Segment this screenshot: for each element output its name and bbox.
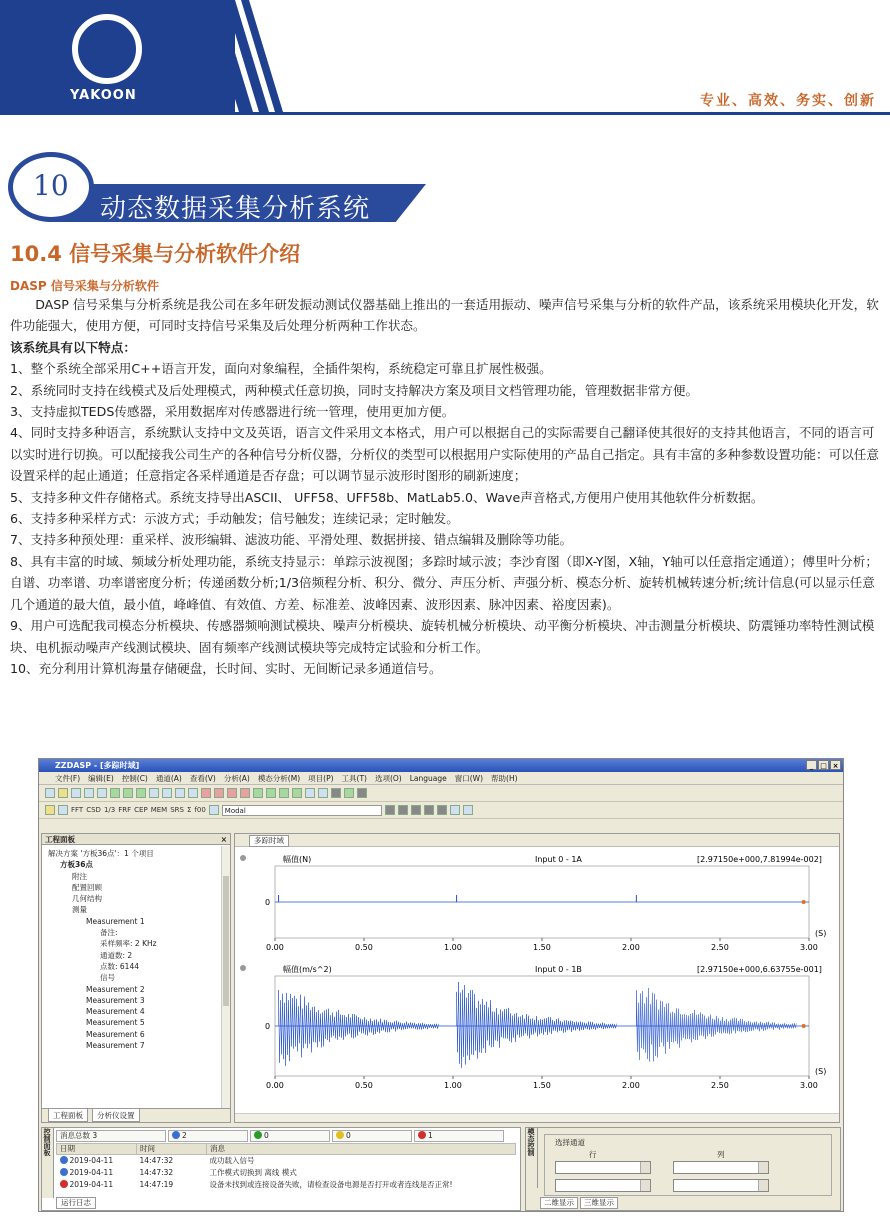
tree-node[interactable]: 附注 [72,871,87,881]
layout-icon[interactable] [110,788,120,798]
tool-label[interactable]: CSD [86,806,101,814]
msg-info-count: 2 [168,1130,248,1142]
chart-title: Input 0 - 1B [535,965,582,974]
logo-icon [72,14,142,84]
feature-item: 9、用户可选配我司模态分析模块、传感器频响测试模块、噪声分析模块、旋转机械分析模块、动平衡分析模块、冲击测量分析模块、防震锤功率特性测试模块、电机振动噪声产线测试模块、固有频率产线测试模块等完成特定试验和分析工作。 [10,618,875,655]
feature-item: 7、支持多种预处理：重采样、波形编辑、滤波功能、平滑处理、数据拼接、错点编辑及删除等功能。 [10,532,573,548]
feature-item: 6、支持多种采样方式：示波方式；手动触发；信号触发；连续记录；定时触发。 [10,511,459,527]
modal-icon[interactable] [209,805,219,815]
cursor-readout: [2.97150e+000,6.63755e-001] [697,965,822,974]
feature-item: 8、具有丰富的时域、频域分析处理功能，系统支持显示：单踪示波视图；多踪时域示波；李沙育图（即X-Y图，X轴，Y轴可以任意指定通道）；傅里叶分析；自谱、功率谱、功率谱密度分析；传递函数分析;1/3倍频程分析、积分、微分、声压分析、声强分析、模态分析、旋转机械转速分析;统计信息(可以显示任意几个通道的最大值，最小值，峰峰值、有效值、方差、标准差、波峰因素、波形因素、脉冲因素、裕度因素)。 [10,553,878,612]
tab-run-log[interactable]: 运行日志 [56,1197,96,1209]
log-panel [41,1127,521,1211]
tree-node[interactable]: Measurement 1 [86,916,145,926]
error-icon [60,1180,68,1188]
arrow-right-icon[interactable] [266,788,276,798]
app-titlebar [39,759,843,772]
menu-item[interactable]: 通道(A) [155,774,182,783]
group-label: 选择通道 [555,1138,585,1147]
menu-item[interactable]: 文件(F) [55,774,81,783]
maximize-button[interactable]: □ [818,760,829,770]
feature-item: 5、支持多种文件存储格式。系统支持导出ASCII、 UFF58、UFF58b、MatLab5.0、Wave声音格式,方便用户使用其他软件分析数据。 [10,489,764,505]
copy-icon[interactable] [97,788,107,798]
x-tick-label: 1.50 [533,943,551,952]
tool-label[interactable]: CEP [134,806,148,814]
chart-title: Input 0 - 1A [535,855,582,864]
delete-icon[interactable] [201,788,211,798]
wave-icon[interactable] [227,788,237,798]
tree-node[interactable]: 配置回顾 [72,882,102,892]
layout3-icon[interactable] [136,788,146,798]
cursor-icon[interactable] [149,788,159,798]
menu-item[interactable]: 选项(O) [374,774,402,783]
view5-icon[interactable] [437,805,447,815]
x-tick-label: 2.50 [711,943,729,952]
x-tick-label: 0.00 [266,1081,284,1090]
waveform-charts[interactable] [235,848,841,1114]
close-icon[interactable]: × [220,835,227,844]
tab-multitrace[interactable]: 多踪时域 [249,835,289,847]
tree-node[interactable]: Measurement 6 [86,1029,145,1039]
play-icon[interactable] [344,788,354,798]
y-axis-label: 幅值(N) [283,855,312,864]
tab-2d[interactable]: 二维显示 [540,1197,578,1209]
tree-node[interactable]: 方板36点 [60,860,93,870]
marker-icon[interactable] [162,788,172,798]
series-marker [240,855,246,861]
signal-burst [636,988,796,1062]
close-button[interactable]: × [830,760,841,770]
chapter-number: 10 [33,169,69,202]
chapter-badge [8,152,94,222]
table-icon[interactable] [58,805,68,815]
feature-item: 1、整个系统全部采用C++语言开发，面向对象编程，全插件架构，系统稳定可靠且扩展性极强。 [10,361,552,377]
settings-icon[interactable] [331,788,341,798]
tool-label[interactable]: FFT [71,806,84,814]
menu-item[interactable]: 窗口(W) [454,774,484,783]
tab-3d[interactable]: 三维显示 [580,1197,618,1209]
tool-label[interactable]: 1/3 [103,806,116,814]
subheading: DASP 信号采集与分析软件 [10,279,159,293]
row-stepper[interactable] [555,1161,651,1174]
tab-project[interactable]: 工程面板 [48,1109,88,1122]
tree-node[interactable]: 备注: [100,928,118,938]
arrow-up-icon[interactable] [292,788,302,798]
logo-text: YAKOON [70,88,137,103]
tree-node[interactable]: Measurement 3 [86,995,145,1005]
menu-item[interactable]: 工具(T) [341,774,367,783]
tool-label[interactable]: f00 [194,806,206,814]
feature-item: 10、充分利用计算机海量存储硬盘，长时间、实时、无间断记录多通道信号。 [10,660,442,676]
table-row[interactable]: 2019-04-11 14:47:19 设备未找到或连接设备失败，请检查设备电源是否打开或者连线是否正常! [57,1179,516,1191]
view3-icon[interactable] [411,805,421,815]
cursor-marker [802,900,806,904]
tree-scrollbar[interactable] [221,846,230,1108]
menu-bar [39,772,843,785]
menu-item[interactable]: 查看(V) [189,774,216,783]
msg-ok-count: 0 [250,1130,330,1142]
grid-icon[interactable] [450,805,460,815]
info-icon [172,1131,180,1139]
page-header [0,0,890,120]
x-tick-label: 1.00 [444,1081,462,1090]
toolbar-analysis [39,802,843,819]
cursor-readout: [2.97150e+000,7.81994e-002] [697,855,822,864]
tree-node[interactable]: Measurement 7 [86,1041,145,1049]
row-label: 行 [589,1150,597,1159]
y-tick-label: 0 [265,898,271,907]
window-icon[interactable] [318,788,328,798]
tool-label[interactable]: Σ [186,806,192,814]
chapter-banner [8,152,428,222]
intro-paragraph: DASP 信号采集与分析系统是我公司在多年研发振动测试仪器基础上推出的一套适用振动、噪声信号采集与分析的软件产品，该系统采用模块化开发，软件功能强大，使用方便，可同时支持信号采集及后处理分析两种工作状态。 [10,297,879,334]
x-tick-label: 2.00 [622,943,640,952]
menu-item[interactable]: 帮助(H) [491,774,518,783]
cursor-marker [802,1024,806,1028]
signal-burst [457,982,617,1068]
tree-node[interactable]: 解决方案 '方板36点'：1 个项目 [48,849,154,858]
x-tick-label: 1.50 [533,1081,551,1090]
tree-node[interactable]: 点数: 6144 [100,961,139,971]
header-rule [0,112,890,115]
error-icon [418,1131,426,1139]
wave2-icon[interactable] [240,788,250,798]
menu-item[interactable]: 项目(P) [308,774,334,783]
tool-label[interactable]: SRS [170,806,184,814]
project-panel [41,833,231,1123]
new-icon[interactable] [45,788,55,798]
menu-item[interactable]: 控制(C) [121,774,148,783]
info-icon [60,1168,68,1176]
row-field[interactable] [555,1179,651,1192]
signal-burst [279,990,439,1066]
project-tree [46,848,222,1048]
series-marker [240,965,246,971]
chart-icon[interactable] [45,805,55,815]
zoom-out-icon[interactable] [188,788,198,798]
table-row[interactable]: 2019-04-11 14:47:32 工作模式切换到 离线 模式 [57,1167,516,1179]
x-tick-label: 2.00 [622,1081,640,1090]
tree-node[interactable]: Measurement 5 [86,1018,145,1028]
msg-error-count: 1 [414,1130,504,1142]
software-screenshot [38,758,844,1212]
ok-icon [254,1131,262,1139]
warning-icon [336,1131,344,1139]
modal-control-panel [525,1127,841,1211]
window-controls [806,760,841,770]
view2-icon[interactable] [398,805,408,815]
stop-icon[interactable] [357,788,367,798]
save-icon[interactable] [71,788,81,798]
chart-tabbar [235,834,839,847]
log-table [56,1143,516,1191]
x-tick-label: 1.00 [444,943,462,952]
modal-select[interactable]: Modal [222,805,382,816]
tab-analyzer[interactable]: 分析仪设置 [92,1109,140,1122]
features-heading: 该系统具有以下特点： [10,339,136,355]
y-axis-label: 幅值(m/s^2) [283,965,332,974]
x-tick-label: 3.00 [800,943,818,952]
display-tabs [540,1197,618,1209]
tree-node[interactable]: 通道数: 2 [100,950,133,960]
chapter-title: 动态数据采集分析系统 [100,194,371,224]
view-icon[interactable] [385,805,395,815]
x-axis-label: (S) [815,1067,827,1076]
log-side-label: 控制面板 [42,1128,54,1198]
toolbar-main [39,785,843,802]
tool-label[interactable]: FRF [118,806,132,814]
msg-warn-count: 0 [332,1130,412,1142]
x-tick-label: 2.50 [711,1081,729,1090]
tree-node[interactable]: 几何结构 [72,894,102,904]
info-icon [60,1156,68,1164]
filter-icon[interactable] [214,788,224,798]
layout2-icon[interactable] [123,788,133,798]
panel-title-text: 工程面板 [45,835,75,844]
logo-block [0,0,235,112]
minimize-button[interactable]: _ [806,760,817,770]
tree-node[interactable]: Measurement 2 [86,984,145,994]
menu-item[interactable]: 分析(A) [223,774,250,783]
zoom-in-icon[interactable] [175,788,185,798]
view4-icon[interactable] [424,805,434,815]
print-icon[interactable] [84,788,94,798]
message-counts [56,1130,516,1142]
tree-node[interactable]: 测量 [72,905,87,915]
tree-node[interactable]: 采样频率: 2 KHz [100,939,157,949]
arrow-down-icon[interactable] [279,788,289,798]
feature-item: 4、同时支持多种语言，系统默认支持中文及英语，语言文件采用文本格式，用户可以根据自己的实际需要自己翻译使其很好的支持其他语言，不同的语言可以实时进行切换。可以配接我公司生产的各种信号分析仪器，分析仪的类型可以根据用户实际使用的产品自己指定。具有丰富的多种参数设置功能：可以任意设置采样的起止通道；任意指定各采样通道是否存盘；可以调节显示波形时图形的刷新速度； [10,425,879,484]
x-axis-label: (S) [815,929,827,938]
msg-total: 消息总数 3 [56,1130,166,1142]
axis-icon[interactable] [463,805,473,815]
tree-node[interactable]: 信号 [100,973,115,983]
modal-side-label: 模态控制 [526,1128,538,1188]
tool-icon[interactable] [305,788,315,798]
tree-node[interactable]: Measurement 4 [86,1007,145,1017]
col-stepper[interactable] [673,1161,769,1174]
slogan: 专业、高效、务实、创新 [700,93,876,109]
tool-label[interactable]: MEM [150,806,168,814]
chart-scrollbar[interactable] [235,1113,839,1122]
x-tick-label: 0.00 [266,943,284,952]
menu-item[interactable]: Language [409,774,447,783]
col-date[interactable]: 日期 [57,1144,137,1155]
col-time[interactable]: 时间 [137,1144,207,1155]
x-tick-label: 0.50 [355,943,373,952]
feature-item: 2、系统同时支持在线模式及后处理模式，两种模式任意切换，同时支持解决方案及项目文档管理功能，管理数据非常方便。 [10,382,699,398]
feature-item: 3、支持虚拟TEDS传感器，采用数据库对传感器进行统一管理，使用更加方便。 [10,404,455,420]
x-tick-label: 0.50 [355,1081,373,1090]
decorative-stripes [205,0,285,112]
menu-item[interactable]: 编辑(E) [88,774,114,783]
panel-tabs [42,1108,230,1122]
app-title: ZZDASP - [多踪时域] [55,761,140,770]
panel-title [42,834,230,845]
menu-item[interactable]: 模态分析(M) [257,774,301,783]
body-text [10,294,880,679]
section-title: 10.4 信号采集与分析软件介绍 [10,242,301,266]
col-message[interactable]: 消息 [207,1144,516,1155]
arrow-left-icon[interactable] [253,788,263,798]
chart-panel [234,833,840,1123]
x-tick-label: 3.00 [800,1081,818,1090]
table-row[interactable]: 2019-04-11 14:47:32 成功载入信号 [57,1155,516,1168]
col-field[interactable] [673,1179,769,1192]
open-icon[interactable] [58,788,68,798]
y-tick-label: 0 [265,1022,271,1031]
channel-select-group [544,1134,832,1196]
col-label: 列 [717,1150,725,1159]
